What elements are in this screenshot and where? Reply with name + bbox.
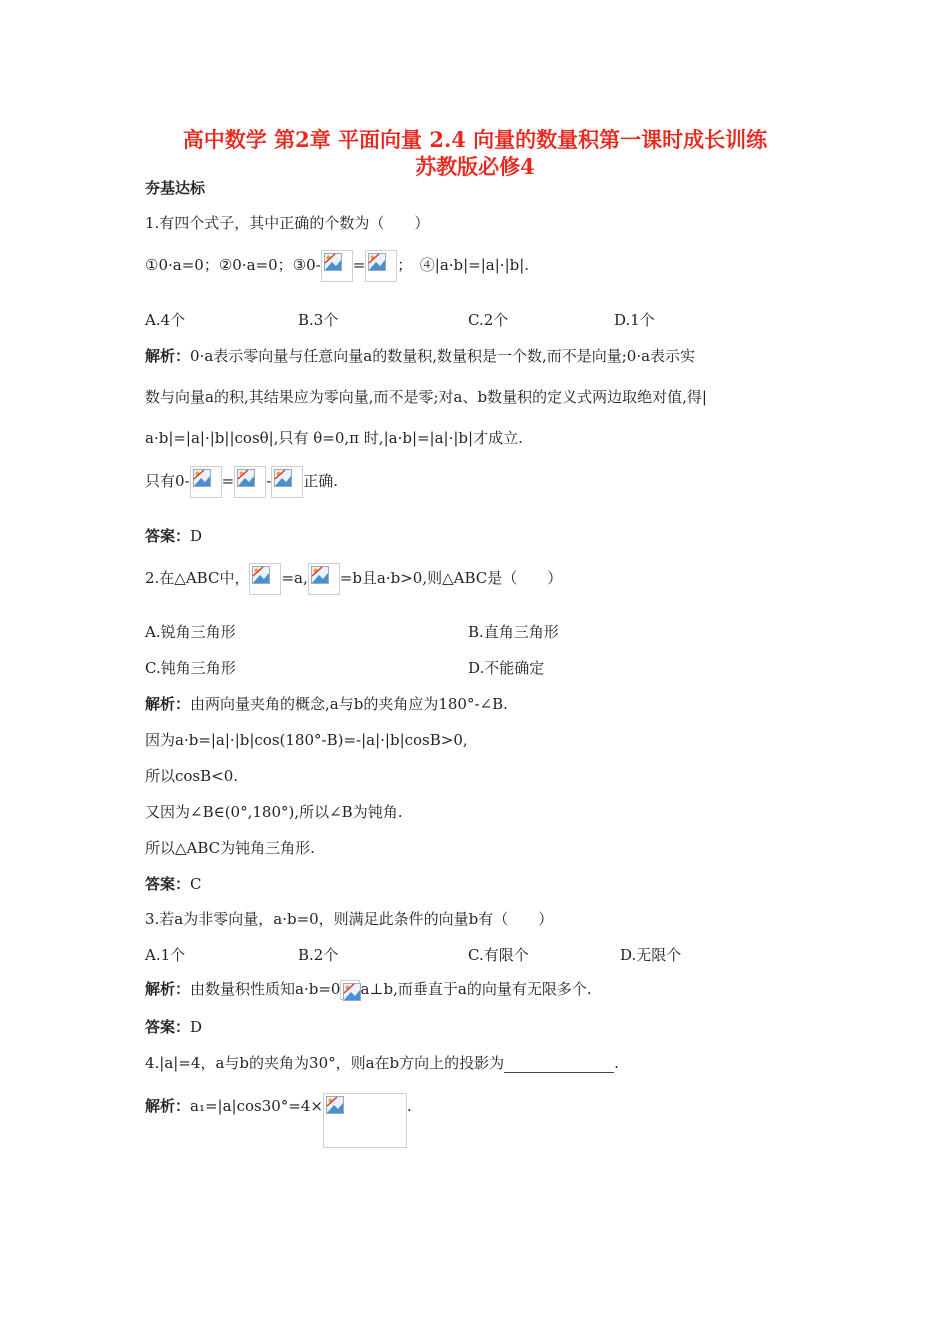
- q2-stem-b: =a,: [281, 569, 308, 587]
- q2-analysis-line1: [145, 694, 508, 714]
- broken-image-icon: [308, 563, 340, 595]
- q4-analysis-a: a₁=|a|cos30°=4×: [190, 1097, 323, 1115]
- q2-analysis-line5: 所以△ABC为钝角三角形.: [145, 839, 315, 857]
- q4-stem-end: .: [614, 1054, 619, 1072]
- q1-answer-label: 答案：: [145, 527, 191, 545]
- broken-image-icon: [365, 250, 397, 282]
- q1-analysis-line3: a·b|=|a|·|b||cosθ|,只有 θ=0,π 时,|a·b|=|a|·|b|才成立.: [145, 429, 523, 447]
- q2-analysis-text1: 由两向量夹角的概念,a与b的夹角应为180°-∠B.: [190, 695, 508, 713]
- q3-analysis-a: 由数量积性质知a·b=0: [190, 980, 341, 998]
- section-label: 夯基达标: [145, 179, 206, 197]
- q2-option-a: A.锐角三角形: [145, 623, 236, 641]
- q1-answer: [145, 526, 202, 546]
- q3-option-b: B.2个: [298, 946, 339, 964]
- q2-answer-value: C: [190, 875, 202, 893]
- q2-stem-c: =b且a·b>0,则△ABC是（ ）: [339, 569, 563, 587]
- q1-analysis-line4-a: 只有0-: [145, 472, 190, 490]
- q2-stem: [145, 563, 562, 595]
- q1-analysis-line4-d: 正确.: [303, 472, 339, 490]
- q1-analysis-line1: [145, 346, 695, 366]
- q3-analysis-b: a⊥b,而垂直于a的向量有无限多个.: [360, 980, 592, 998]
- q2-analysis-line4: 又因为∠B∈(0°,180°),所以∠B为钝角.: [145, 803, 403, 821]
- q3-option-a: A.1个: [145, 946, 186, 964]
- broken-image-icon: [190, 466, 222, 498]
- q1-option-b: B.3个: [298, 311, 339, 329]
- q3-stem: 3.若a为非零向量，a·b=0，则满足此条件的向量b有（ ）: [145, 910, 554, 928]
- q1-analysis-line4: [145, 466, 338, 498]
- q2-option-c: C.钝角三角形: [145, 659, 236, 677]
- q2-answer-label: 答案：: [145, 875, 191, 893]
- q1-analysis-line2: 数与向量a的积,其结果应为零向量,而不是零;对a、b数量积的定义式两边取绝对值,得|: [145, 388, 707, 406]
- q4-analysis-label: 解析：: [145, 1097, 191, 1115]
- q1-analysis-line4-c: -: [266, 472, 272, 490]
- q2-analysis-line2: 因为a·b=|a|·|b|cos(180°-B)=-|a|·|b|cosB>0,: [145, 731, 468, 749]
- q3-analysis: [145, 979, 592, 1000]
- q4-analysis-end: .: [407, 1097, 412, 1115]
- q4-stem: [145, 1053, 619, 1073]
- q1-formula-sep: =: [352, 256, 366, 274]
- q2-analysis-label: 解析：: [145, 695, 191, 713]
- q1-formulas: [145, 250, 529, 282]
- q1-analysis-line4-b: =: [221, 472, 235, 490]
- doc-title-line1: 高中数学 第2章 平面向量 2.4 向量的数量积第一课时成长训练: [182, 127, 768, 152]
- broken-image-icon: [234, 466, 266, 498]
- q3-option-c: C.有限个: [468, 946, 529, 964]
- broken-image-icon: [271, 466, 303, 498]
- broken-image-icon: [249, 563, 281, 595]
- q3-answer-value: D: [190, 1018, 203, 1036]
- answer-blank: [504, 1058, 614, 1073]
- q2-stem-a: 2.在△ABC中，: [145, 569, 250, 587]
- broken-image-icon: [321, 250, 353, 282]
- q1-option-d: D.1个: [614, 311, 655, 329]
- q3-analysis-label: 解析：: [145, 980, 191, 998]
- q1-option-a: A.4个: [145, 311, 186, 329]
- q1-option-c: C.2个: [468, 311, 509, 329]
- q4-stem-text: 4.|a|=4，a与b的夹角为30°，则a在b方向上的投影为: [145, 1054, 505, 1072]
- q1-analysis-text1: 0·a表示零向量与任意向量a的数量积,数量积是一个数,而不是向量;0·a表示实: [190, 347, 696, 365]
- q2-answer: [145, 874, 202, 894]
- q2-analysis-line3: 所以cosB<0.: [145, 767, 239, 785]
- q3-answer-label: 答案：: [145, 1018, 191, 1036]
- doc-title-line2: 苏教版必修4: [415, 154, 535, 179]
- q2-option-b: B.直角三角形: [468, 623, 559, 641]
- q1-stem: 1.有四个式子，其中正确的个数为（ ）: [145, 214, 430, 232]
- broken-image-icon: [323, 1093, 407, 1148]
- broken-image-icon: [340, 980, 360, 1000]
- q1-formula-text: ①0·a=0；②0·a=0；③0-: [145, 256, 321, 274]
- q3-answer: [145, 1017, 202, 1037]
- q3-option-d: D.无限个: [620, 946, 682, 964]
- q1-answer-value: D: [190, 527, 203, 545]
- q2-option-d: D.不能确定: [468, 659, 545, 677]
- q1-analysis-label: 解析：: [145, 347, 191, 365]
- q1-formula-end: ； ④|a·b|=|a|·|b|.: [397, 256, 530, 274]
- q4-analysis: [145, 1096, 412, 1148]
